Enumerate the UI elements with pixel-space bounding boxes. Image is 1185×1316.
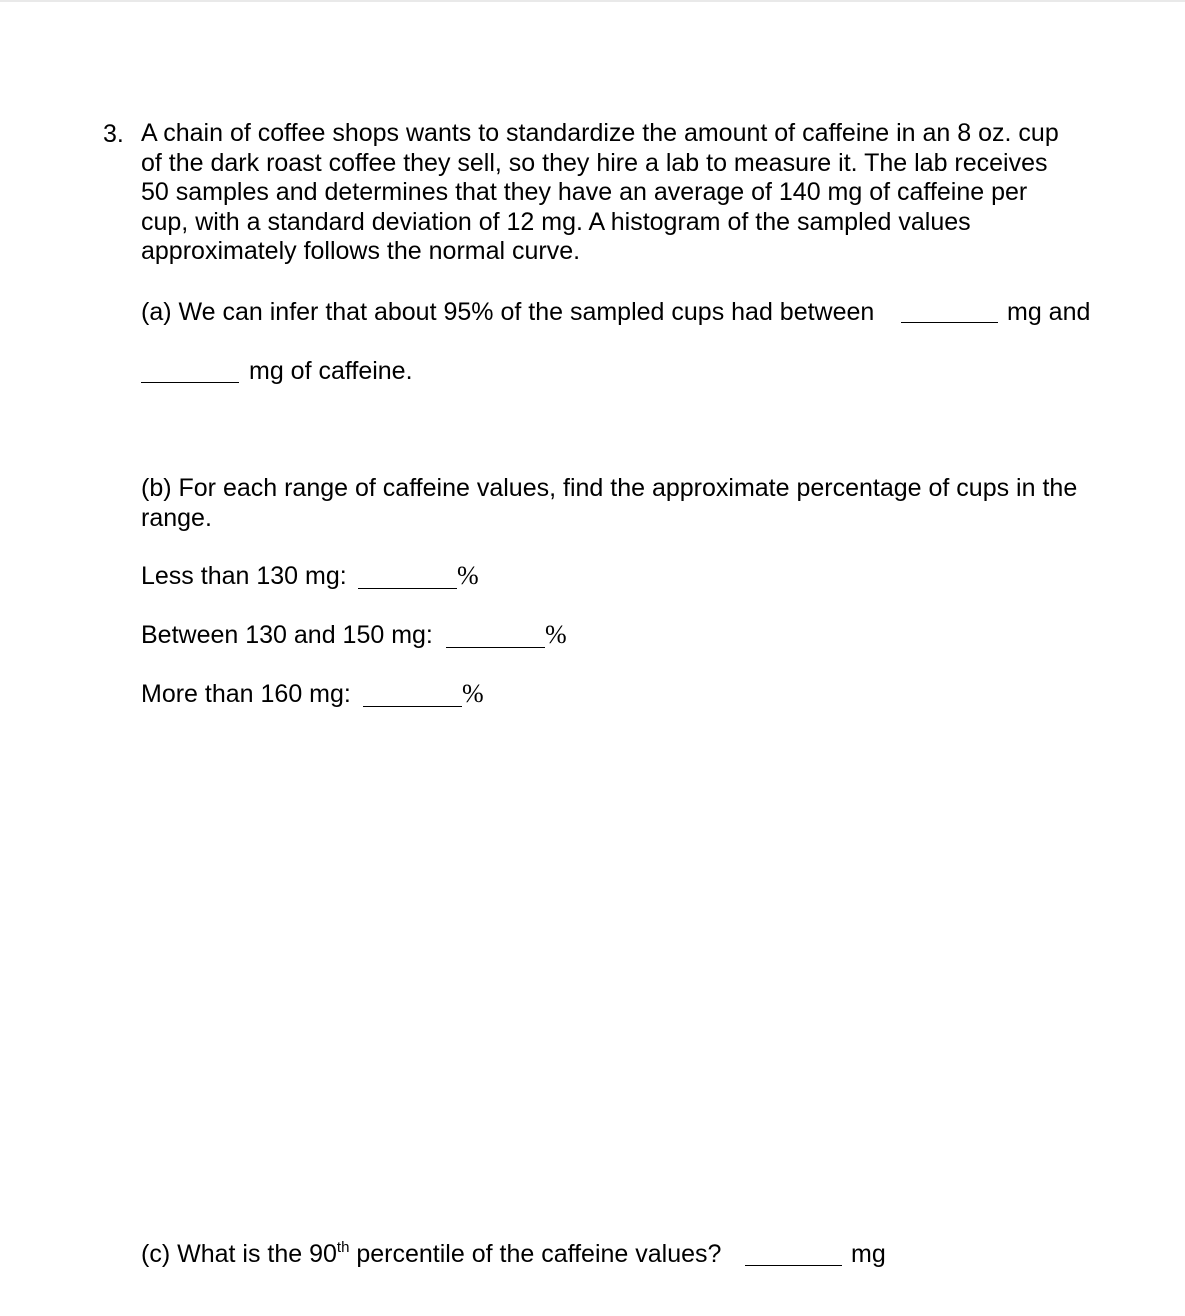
question-stem (141, 119, 1059, 267)
part-b-item-label: Less than 130 mg: (141, 562, 347, 590)
part-a-unit-end: mg of caffeine. (249, 357, 413, 385)
part-c-text-start: (c) What is the 90 (141, 1240, 337, 1268)
percent-unit: % (545, 620, 567, 649)
part-c-text-end: percentile of the caffeine values? (349, 1240, 722, 1268)
part-b-answer-blank-1[interactable] (358, 588, 457, 589)
percent-unit: % (462, 679, 484, 708)
part-c-question (141, 1239, 721, 1269)
part-c-superscript: th (336, 1239, 350, 1256)
stem-line: 50 samples and determines that they have an average of 140 mg of caffeine per (141, 178, 1028, 206)
part-b-answer-blank-3[interactable] (363, 706, 462, 707)
part-b-prompt-line: range. (141, 504, 212, 532)
part-a-text: (a) We can infer that about 95% of the sampled cups had between (141, 298, 875, 326)
part-b-prompt (141, 473, 1077, 533)
stem-line: A chain of coffee shops wants to standardize the amount of caffeine in an 8 oz. cup (141, 119, 1059, 147)
part-b-item-label: More than 160 mg: (141, 680, 351, 708)
part-a-answer-blank-1[interactable] (901, 322, 998, 323)
part-a-answer-blank-2[interactable] (141, 382, 239, 383)
page-top-border (0, 0, 1185, 2)
part-b-prompt-line: (b) For each range of caffeine values, find the approximate percentage of cups in the (141, 474, 1078, 502)
part-c-answer-blank[interactable] (745, 1265, 842, 1266)
question-number: 3. (103, 120, 124, 148)
part-b-item-label: Between 130 and 150 mg: (141, 621, 433, 649)
part-a-unit-and: mg and (1007, 298, 1091, 326)
part-c-unit: mg (851, 1240, 886, 1268)
stem-line: of the dark roast coffee they sell, so they hire a lab to measure it. The lab receives (141, 148, 1048, 177)
stem-line: cup, with a standard deviation of 12 mg. A histogram of the sampled values (141, 207, 971, 236)
percent-unit: % (457, 561, 479, 590)
part-b-answer-blank-2[interactable] (446, 647, 545, 648)
stem-line: approximately follows the normal curve. (141, 237, 581, 265)
